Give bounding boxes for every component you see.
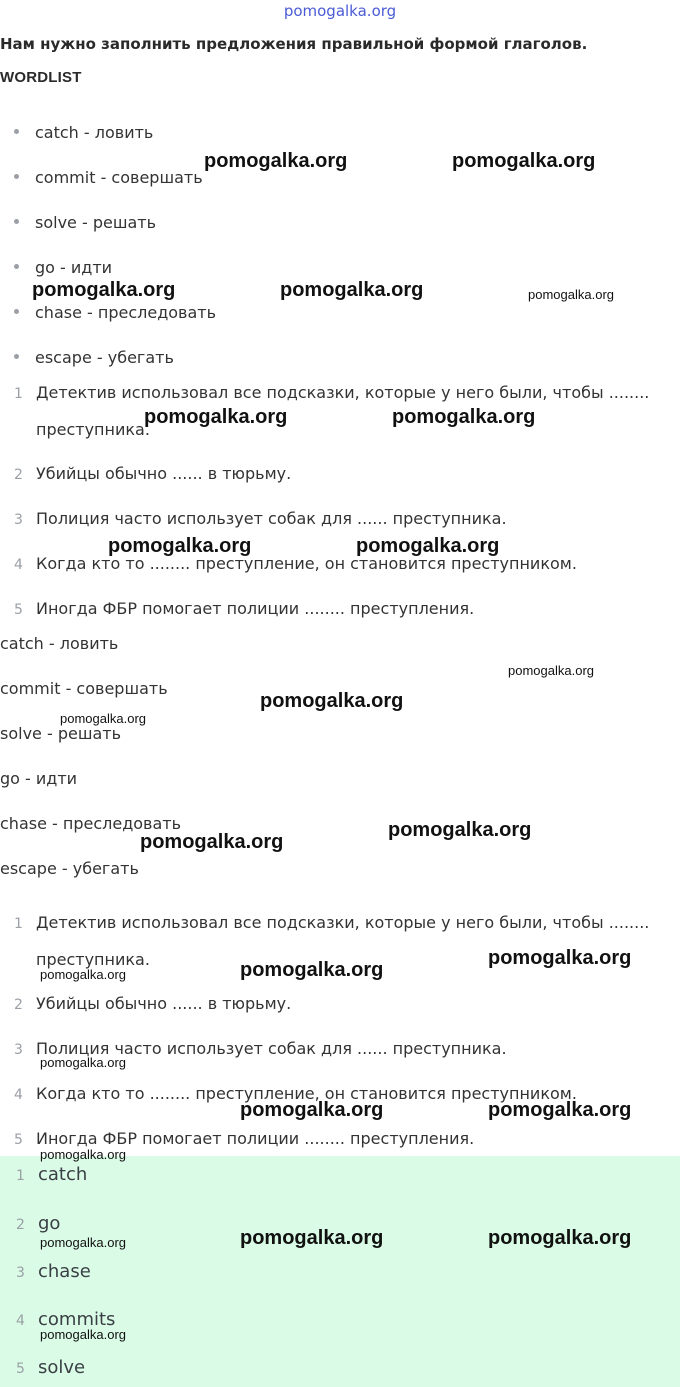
sentence-text: Детектив использовал все подсказки, которые у него были, чтобы ........ <box>36 383 650 402</box>
answer-item <box>16 1357 85 1378</box>
list-item-text: solve - решать <box>35 213 157 232</box>
list-item-text: escape - убегать <box>35 348 174 367</box>
answer-item <box>16 1164 87 1185</box>
list-item-text: commit - совершать <box>35 168 203 187</box>
sentence-text: Полиция часто использует собак для ...... преступника. <box>36 1039 507 1058</box>
watermark: pomogalka.org <box>60 711 146 726</box>
answer-panel <box>0 1156 680 1387</box>
sentence-text: Когда кто то ........ преступление, он становится преступником. <box>36 1084 577 1103</box>
sentence-number: 3 <box>14 512 23 528</box>
answer-item <box>16 1213 60 1234</box>
sentence-text: Детектив использовал все подсказки, которые у него были, чтобы ........ <box>36 913 650 932</box>
sentence-number: 4 <box>14 1087 23 1103</box>
list-item: solve - решать <box>0 724 122 743</box>
watermark: pomogalka.org <box>508 663 594 678</box>
sentence-number: 2 <box>14 997 23 1013</box>
sentence-text: Когда кто то ........ преступление, он становится преступником. <box>36 554 577 573</box>
sentence-text: Иногда ФБР помогает полиции ........ преступления. <box>36 1129 475 1148</box>
bullet-icon <box>14 219 19 224</box>
bullet-icon <box>14 264 19 269</box>
answer-number: 2 <box>16 1217 25 1233</box>
watermark: pomogalka.org <box>488 1099 632 1121</box>
sentence-continuation: преступника. <box>36 950 150 969</box>
bullet-icon <box>14 309 19 314</box>
sentence-number: 5 <box>14 1132 23 1148</box>
answer-text: go <box>38 1213 61 1234</box>
watermark: pomogalka.org <box>108 535 252 557</box>
answer-text: commits <box>38 1309 116 1330</box>
bullet-icon <box>14 354 19 359</box>
watermark: pomogalka.org <box>140 831 284 853</box>
wordlist-title: WORDLIST <box>0 69 82 86</box>
sentence-number: 5 <box>14 602 23 618</box>
sentence-item <box>14 1129 474 1148</box>
list-item-text: chase - преследовать <box>35 303 217 322</box>
bullet-icon <box>14 174 19 179</box>
watermark: pomogalka.org <box>488 1227 632 1249</box>
answer-number: 3 <box>16 1265 25 1281</box>
page-heading: Нам нужно заполнить предложения правильной формой глаголов. <box>0 35 588 53</box>
sentence-continuation: преступника. <box>36 420 150 439</box>
sentence-number: 2 <box>14 467 23 483</box>
sentence-text: Иногда ФБР помогает полиции ........ преступления. <box>36 599 475 618</box>
watermark: pomogalka.org <box>280 279 424 301</box>
list-item: catch - ловить <box>0 634 119 653</box>
watermark: pomogalka.org <box>204 150 348 172</box>
sentence-text: Полиция часто использует собак для ...... преступника. <box>36 509 507 528</box>
sentence-number: 1 <box>14 916 23 932</box>
watermark: pomogalka.org <box>356 535 500 557</box>
list-item <box>14 168 203 187</box>
list-item: escape - убегать <box>0 859 139 878</box>
answer-number: 5 <box>16 1361 25 1377</box>
sentence-text: Убийцы обычно ...... в тюрьму. <box>36 994 292 1013</box>
answer-text: chase <box>38 1261 91 1282</box>
list-item <box>14 258 112 277</box>
watermark: pomogalka.org <box>528 287 614 302</box>
watermark: pomogalka.org <box>144 406 288 428</box>
list-item <box>14 213 156 232</box>
watermark: pomogalka.org <box>452 150 596 172</box>
answer-number: 4 <box>16 1313 25 1329</box>
watermark: pomogalka.org <box>240 959 384 981</box>
sentence-item <box>14 464 291 483</box>
list-item <box>14 303 216 322</box>
watermark: pomogalka.org <box>240 1227 384 1249</box>
sentence-item <box>14 599 474 618</box>
list-item <box>14 348 174 367</box>
list-item <box>14 123 153 142</box>
list-item-text: go - идти <box>35 258 113 277</box>
watermark: pomogalka.org <box>392 406 536 428</box>
sentence-item <box>14 383 649 402</box>
sentence-text: Убийцы обычно ...... в тюрьму. <box>36 464 292 483</box>
answer-item <box>16 1261 91 1282</box>
answer-text: catch <box>38 1164 88 1185</box>
watermark: pomogalka.org <box>40 967 126 982</box>
watermark: pomogalka.org <box>40 1327 126 1342</box>
list-item: go - идти <box>0 769 78 788</box>
watermark: pomogalka.org <box>488 947 632 969</box>
watermark: pomogalka.org <box>240 1099 384 1121</box>
watermark: pomogalka.org <box>40 1055 126 1070</box>
list-item-text: catch - ловить <box>35 123 154 142</box>
sentence-number: 1 <box>14 386 23 402</box>
watermark: pomogalka.org <box>40 1235 126 1250</box>
watermark: pomogalka.org <box>388 819 532 841</box>
sentence-item <box>14 913 649 932</box>
watermark: pomogalka.org <box>260 690 404 712</box>
list-item: chase - преследовать <box>0 814 182 833</box>
bullet-icon <box>14 129 19 134</box>
answer-text: solve <box>38 1357 86 1378</box>
sentence-item <box>14 509 507 528</box>
watermark: pomogalka.org <box>40 1147 126 1162</box>
list-item: commit - совершать <box>0 679 168 698</box>
answer-number: 1 <box>16 1168 25 1184</box>
site-title[interactable]: pomogalka.org <box>283 2 397 20</box>
sentence-item <box>14 994 291 1013</box>
sentence-number: 4 <box>14 557 23 573</box>
watermark: pomogalka.org <box>32 279 176 301</box>
sentence-number: 3 <box>14 1042 23 1058</box>
